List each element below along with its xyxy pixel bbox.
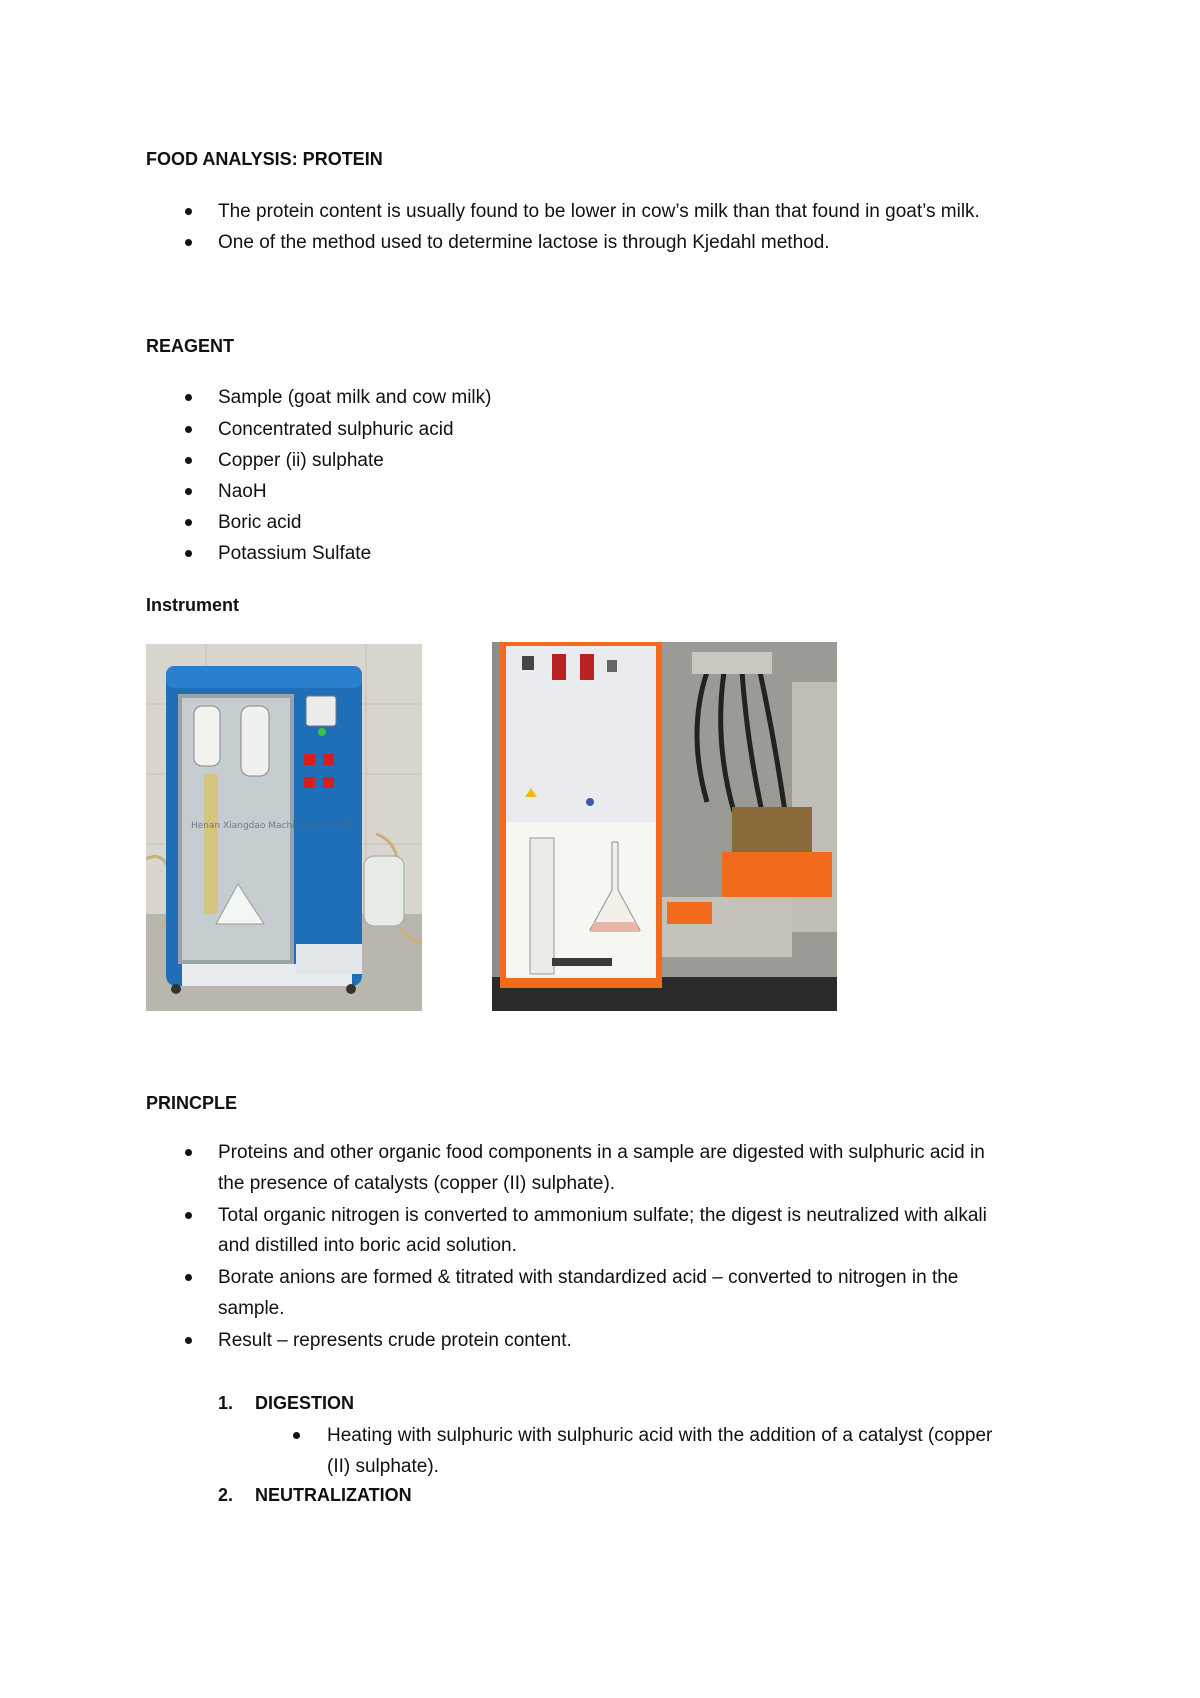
list-item-line: sample. <box>218 1298 285 1319</box>
bullet-icon <box>185 1149 192 1156</box>
bullet-icon <box>185 457 192 464</box>
bullet-icon <box>185 550 192 557</box>
photo-watermark: Henan Xiangdao Machinery Co., Ltd <box>191 821 353 831</box>
list-item-line: Total organic nitrogen is converted to ammonium sulfate; the digest is neutralized with alkali <box>218 1205 987 1226</box>
bullet-icon <box>185 426 192 433</box>
instrument-heading: Instrument <box>146 595 240 615</box>
step-number: 1. <box>218 1393 234 1413</box>
list-item: One of the method used to determine lactose is through Kjedahl method. <box>218 232 830 253</box>
bullet-icon <box>293 1432 300 1439</box>
list-item: Copper (ii) sulphate <box>218 450 384 471</box>
list-item-line: (II) sulphate). <box>327 1456 439 1477</box>
bullet-icon <box>185 519 192 526</box>
list-item-line: the presence of catalysts (copper (II) sulphate). <box>218 1173 616 1194</box>
list-item: NaoH <box>218 481 267 502</box>
list-item: Potassium Sulfate <box>218 543 372 564</box>
bullet-icon <box>185 1274 192 1281</box>
bullet-icon <box>185 1212 192 1219</box>
reagent-heading: REAGENT <box>146 336 235 356</box>
list-item: Boric acid <box>218 512 302 533</box>
list-item-line: Result – represents crude protein content. <box>218 1330 572 1351</box>
bullet-icon <box>185 1337 192 1344</box>
list-item-line: Proteins and other organic food components in a sample are digested with sulphuric acid in <box>218 1142 985 1163</box>
kjeldahl-distiller-photo <box>146 644 422 1011</box>
bullet-icon <box>185 208 192 215</box>
list-item-line: Borate anions are formed & titrated with standardized acid – converted to nitrogen in the <box>218 1267 959 1288</box>
bullet-icon <box>185 394 192 401</box>
list-item: The protein content is usually found to be lower in cow’s milk than that found in goat’s milk. <box>218 201 980 222</box>
list-item-line: Heating with sulphuric with sulphuric acid with the addition of a catalyst (copper <box>327 1425 993 1446</box>
list-item: Concentrated sulphuric acid <box>218 419 454 440</box>
kjeldahl-system-photo <box>492 642 837 1011</box>
step-label: NEUTRALIZATION <box>255 1485 412 1505</box>
step-number: 2. <box>218 1485 234 1505</box>
bullet-icon <box>185 239 192 246</box>
list-item-line: and distilled into boric acid solution. <box>218 1235 517 1256</box>
page-title: FOOD ANALYSIS: PROTEIN <box>146 149 383 169</box>
step-label: DIGESTION <box>255 1393 355 1413</box>
list-item: Sample (goat milk and cow milk) <box>218 387 492 408</box>
principle-heading: PRINCPLE <box>146 1093 238 1113</box>
bullet-icon <box>185 488 192 495</box>
